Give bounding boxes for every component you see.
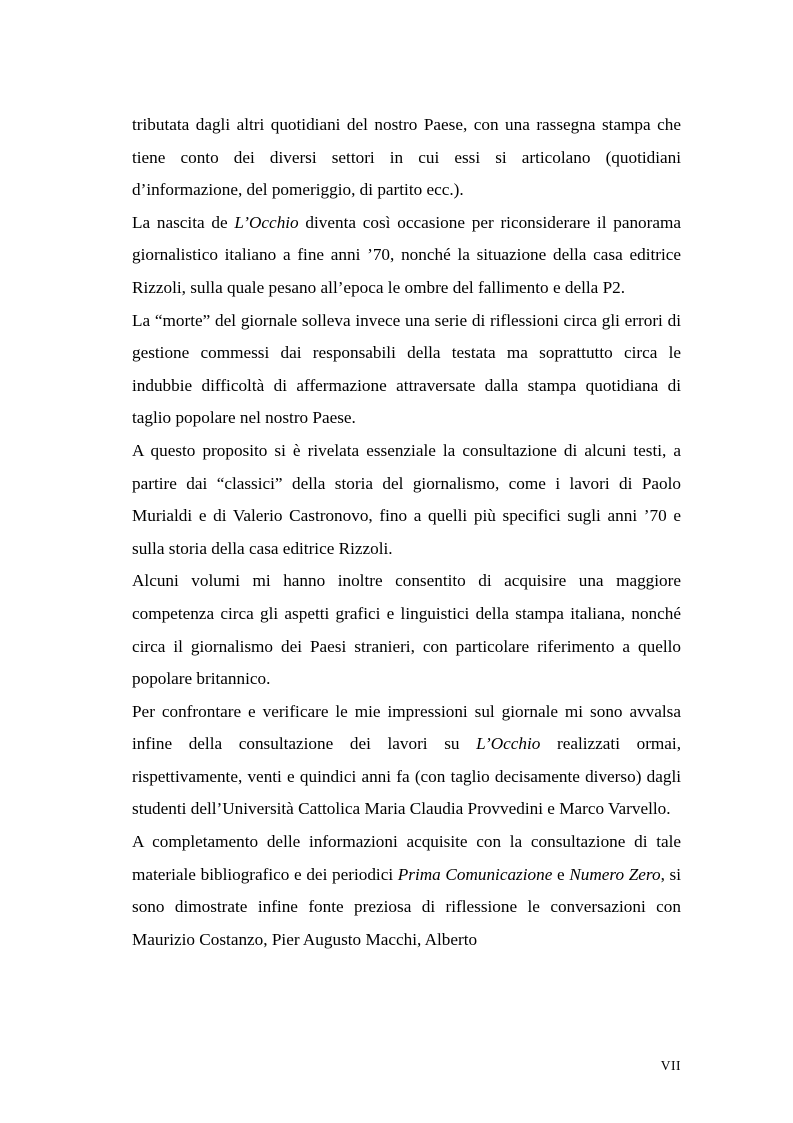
italic-title: Numero Zero <box>569 864 661 884</box>
text-run: Alcuni volumi mi hanno inoltre consentito di acquisire una maggiore competenza circa gli aspetti grafici e linguistici della stampa italiana, nonché circa il giornalismo dei Paesi stranieri, con particolare riferimento a quello popolare britannico. <box>132 571 681 689</box>
paragraph <box>132 435 681 565</box>
text-run: e <box>552 864 570 884</box>
text-run: realizzati ormai, rispettivamente, venti e quindici anni fa (con taglio decisamente diverso) dagli studenti dell’Università Cattolica Maria Claudia Provvedini e Marco Varvello. <box>132 734 681 819</box>
text-run: tributata dagli altri quotidiani del nostro Paese, con una rassegna stampa che tiene conto dei diversi settori in cui essi si articolano (quotidiani d’informazione, del pomeriggio, di partito ecc.). <box>132 115 681 200</box>
text-run: Per confrontare e verificare le mie impressioni sul giornale mi sono avvalsa infine della consultazione dei lavori su <box>132 701 681 754</box>
text-run: A questo proposito si è rivelata essenziale la consultazione di alcuni testi, a partire dai “classici” della storia del giornalismo, come i lavori di Paolo Murialdi e di Valerio Castronovo, fino a quelli più specifici sugli anni ’70 e sulla storia della casa editrice Rizzoli. <box>132 440 681 558</box>
paragraph <box>132 305 681 435</box>
paragraph <box>132 696 681 826</box>
text-run: diventa così occasione per riconsiderare il panorama giornalistico italiano a fine anni ’70, nonché la situazione della casa editrice Rizzoli, sulla quale pesano all’epoca le ombre del fallimento e della P2. <box>132 212 682 297</box>
text-run: , si sono dimostrate infine fonte preziosa di riflessione le conversazioni con Maurizio Costanzo, Pier Augusto Macchi, Alberto <box>132 864 681 949</box>
body-text <box>132 109 681 956</box>
italic-title: L’Occhio <box>476 734 541 754</box>
paragraph <box>132 207 681 305</box>
text-run: A completamento delle informazioni acquisite con la consultazione di tale materiale bibliografico e dei periodici <box>132 832 681 884</box>
paragraph <box>132 826 681 956</box>
page-number: VII <box>660 1058 681 1073</box>
text-run: La nascita de <box>132 212 235 232</box>
paragraph <box>132 109 681 207</box>
paragraph <box>132 565 681 695</box>
text-run: La “morte” del giornale solleva invece una serie di riflessioni circa gli errori di gestione commessi dai responsabili della testata ma soprattutto circa le indubbie difficoltà di affermazione attraversate dalla stampa quotidiana di taglio popolare nel nostro Paese. <box>132 310 681 428</box>
italic-title: L’Occhio <box>234 212 299 232</box>
italic-title: Prima Comunicazione <box>397 864 553 884</box>
